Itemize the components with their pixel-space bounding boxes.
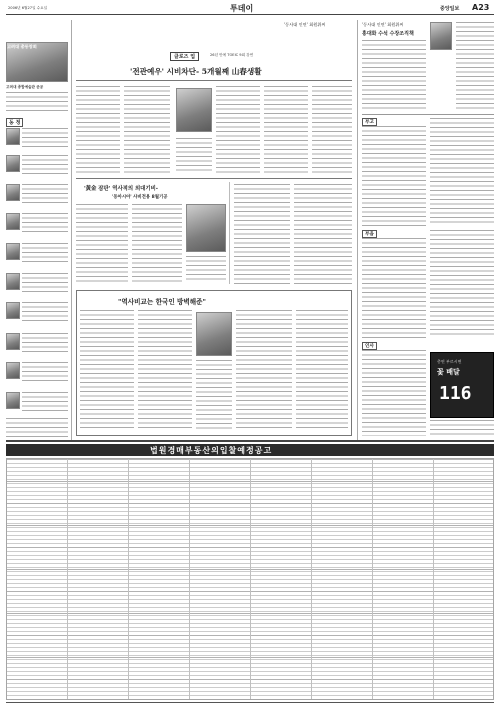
column-body-3: [176, 138, 212, 174]
feature-left-body-2: [132, 204, 182, 282]
right-top-headline: 홍대화 수석 수장조직책: [362, 31, 414, 37]
column-divider-1: [71, 20, 72, 440]
entry-text-8: [22, 333, 68, 355]
header-date: 2006년 6월27일 수요일: [8, 6, 48, 10]
right-top-kicker-2: '동사대 인연' 회원위씨: [362, 22, 404, 27]
far-right-text-5: [430, 230, 494, 338]
right-top-kicker: '동사대 인연' 회원위씨: [284, 22, 326, 27]
portrait-6: [6, 273, 20, 290]
feature-bottom-portrait: [196, 312, 232, 356]
column-body-1: [76, 86, 120, 174]
column-bottom-rule: [76, 178, 352, 179]
entry-text-1: [22, 128, 68, 150]
column-body-5: [264, 86, 308, 174]
portrait-1: [6, 128, 20, 145]
entry-text-7: [22, 302, 68, 324]
portrait-7: [6, 302, 20, 319]
portrait-9: [6, 362, 20, 379]
photo-banner: 고려대 총동창회: [7, 44, 37, 49]
section-label-dongjeong: 동 정: [6, 118, 23, 127]
feature-bottom-body-2: [138, 310, 192, 430]
column-rule: [76, 80, 352, 81]
portrait-8: [6, 333, 20, 350]
column-kicker: 26년 만에 TOEIC 9회 강연: [210, 53, 254, 57]
portrait-2: [6, 155, 20, 172]
columnist-portrait: [176, 88, 212, 132]
classified-top-rule: [6, 440, 494, 442]
feature-left-caption: [186, 256, 226, 282]
classified-title: 법원경매부동산의입찰예정공고: [150, 446, 273, 455]
center-feature-body-1: [234, 184, 290, 284]
feature-bottom-body-1: [80, 310, 134, 430]
column-body-2: [124, 86, 170, 174]
far-right-text-7: [430, 420, 494, 436]
column-headline: '전관예우' 시비차단- 5개월째 山春생활: [130, 67, 262, 76]
flower-ad-number: 116: [439, 383, 472, 404]
entry-text-2: [22, 155, 68, 177]
flower-ad-line2: 꽃 배달: [437, 368, 460, 376]
column-divider-2: [357, 20, 358, 440]
portrait-4: [6, 213, 20, 230]
feature-left-headline: '동아시아' 사비전용 8월기공: [112, 195, 168, 200]
entry-text-9: [22, 362, 68, 384]
newspaper-name: 중앙일보: [440, 6, 460, 12]
page-footer-rule: [6, 702, 494, 703]
header-rule: [6, 14, 494, 15]
center-feature-body-2: [294, 184, 352, 284]
far-right-label-a: 부고: [362, 118, 377, 126]
flower-ad[interactable]: [430, 352, 494, 418]
flower-ad-line1: 총연 부르시면: [437, 359, 462, 364]
feature-left-kicker: '黃金 잠판' 역사적의 외대기비-: [84, 186, 159, 192]
right-top-body: [362, 40, 426, 110]
section-title: 투데이: [230, 3, 254, 13]
feature-bottom-headline: "역사비교는 한국인 방벽해준": [118, 298, 206, 306]
classified-grid: [6, 458, 494, 700]
far-right-text-4: [362, 238, 426, 338]
left-tail-text: [6, 418, 68, 438]
feature-left-photo: [186, 204, 226, 252]
feature-bottom-body-3: [196, 360, 232, 430]
right-top-portrait: [430, 22, 452, 50]
portrait-10: [6, 392, 20, 409]
far-right-text-2: [362, 126, 426, 226]
portrait-5: [6, 243, 20, 260]
far-right-text-6: [362, 350, 426, 436]
entry-text-5: [22, 243, 68, 265]
column-series-label: 클로즈 업: [170, 52, 199, 61]
feature-left-body-1: [76, 204, 128, 282]
far-right-rule-1: [362, 114, 494, 115]
far-right-label-c: 인사: [362, 342, 377, 350]
photo-caption: 고려대 종합예술관 준공: [6, 85, 44, 89]
entry-text-10: [22, 392, 68, 414]
entry-text-6: [22, 273, 68, 295]
left-body-text: [6, 92, 68, 114]
page-number: A23: [472, 3, 490, 12]
entry-text-3: [22, 184, 68, 206]
column-body-4: [216, 86, 260, 174]
feature-bottom-body-5: [296, 310, 348, 430]
far-right-text-3: [430, 118, 494, 226]
far-right-text-1: [456, 22, 494, 110]
entry-text-4: [22, 213, 68, 235]
feature-bottom-body-4: [236, 310, 292, 430]
portrait-3: [6, 184, 20, 201]
far-right-label-b: 부음: [362, 230, 377, 238]
column-body-6: [312, 86, 352, 174]
feature-left-divider: [229, 182, 230, 284]
